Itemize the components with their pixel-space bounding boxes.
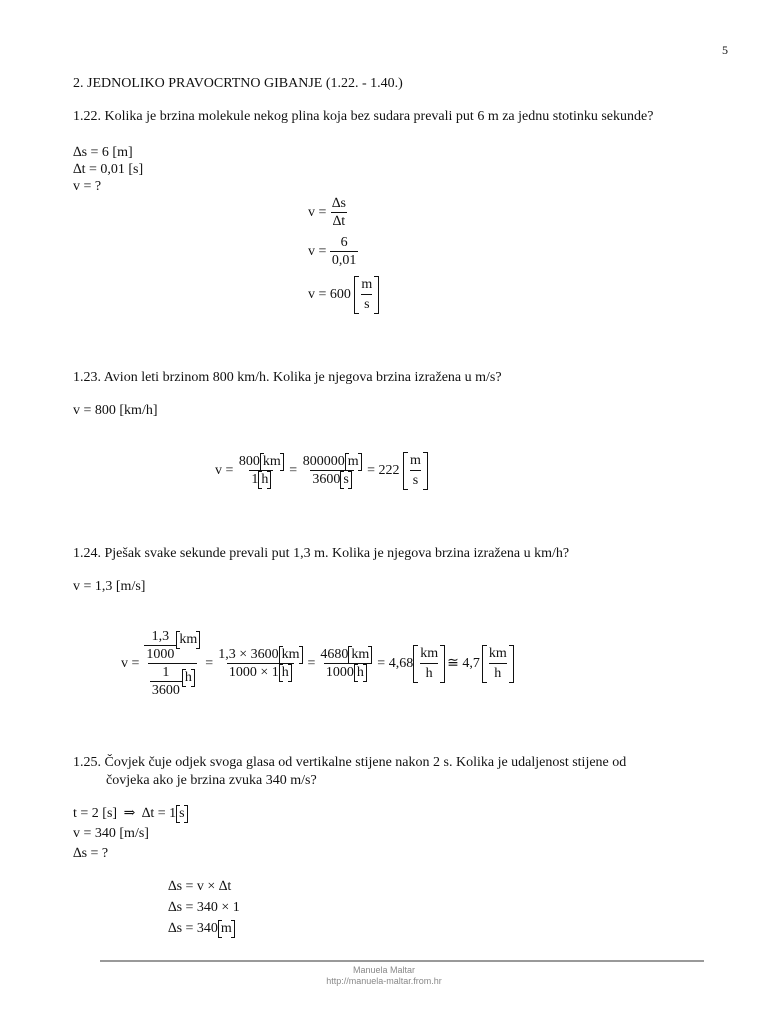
- unit-bracket: h: [182, 671, 195, 685]
- unit-bracket: s: [176, 807, 187, 821]
- problem-1-25-question-line2: čovjeka ako je brzina zvuka 340 m/s?: [106, 773, 317, 788]
- equation-lhs: v =: [308, 244, 327, 260]
- denominator: 0,01: [331, 253, 357, 268]
- unit-bracket: km: [260, 455, 284, 469]
- fraction: [301, 455, 364, 487]
- fraction: [144, 630, 176, 662]
- unit-denominator: s: [410, 470, 421, 488]
- equation-lhs: v = 600: [308, 287, 351, 303]
- unit-numerator: m: [361, 277, 373, 292]
- solution-line: [168, 922, 235, 936]
- given-line: ∆s = ?: [73, 846, 109, 861]
- unit-bracket: m: [218, 922, 235, 936]
- section-title: 2. JEDNOLIKO PRAVOCRTNO GIBANJE (1.22. - 1.40.): [73, 76, 403, 91]
- equation-lhs: v =: [215, 463, 234, 479]
- denominator: 1000: [146, 647, 175, 662]
- equation-kmh-to-ms: [215, 454, 428, 488]
- unit-bracket: [482, 647, 514, 681]
- denominator: 1000: [325, 665, 354, 680]
- unit-denominator: h: [420, 663, 438, 681]
- unit-bracket: h: [258, 473, 271, 487]
- numerator: ∆s: [331, 196, 346, 211]
- problem-1-24-question: 1.24. Pješak svake sekunde prevali put 1,3 m. Kolika je njegova brzina izražena u km/h?: [73, 546, 570, 561]
- numerator: 1,3: [151, 629, 170, 644]
- problem-1-22-question: 1.22. Kolika je brzina molekule nekog plina koja bez sudara prevali put 6 m za jednu stotinku sekunde?: [73, 109, 654, 124]
- unit-bracket: h: [354, 666, 367, 680]
- equation-ms-to-kmh: [121, 630, 514, 698]
- given-time: t = 2 [s]: [73, 806, 118, 821]
- given-line: v = 1,3 [m/s]: [73, 579, 146, 594]
- fraction: [330, 236, 359, 268]
- given-line: [73, 807, 188, 821]
- unit-numerator: km: [488, 646, 507, 661]
- equals: =: [289, 463, 298, 479]
- given-line: v = ?: [73, 179, 102, 194]
- solution-value: ∆s = 340: [168, 921, 218, 936]
- unit-numerator: m: [410, 453, 421, 468]
- compound-fraction: [142, 630, 202, 698]
- unit-bracket: [403, 454, 428, 488]
- footer-author: Manuela Maltar: [352, 965, 416, 975]
- given-delta-t: ∆t = 1: [141, 806, 177, 821]
- numerator: 800000: [302, 454, 345, 469]
- footer-divider: [100, 960, 704, 962]
- given-line: ∆s = 6 [m]: [73, 145, 133, 160]
- fraction: [318, 648, 374, 680]
- unit-bracket: s: [340, 473, 351, 487]
- unit-bracket: m: [345, 455, 362, 469]
- given-line: v = 340 [m/s]: [73, 826, 149, 841]
- equals: =: [307, 656, 316, 671]
- unit-bracket: [413, 647, 445, 681]
- unit-bracket: km: [176, 633, 200, 647]
- numerator: 4680: [320, 647, 349, 662]
- footer-url: http://manuela-maltar.from.hr: [326, 976, 442, 986]
- equals-result: = 4,68: [377, 656, 414, 671]
- denominator: ∆t: [332, 214, 346, 229]
- denominator: 1000 × 1: [228, 665, 279, 680]
- fraction: [330, 197, 348, 229]
- equals: =: [205, 656, 214, 671]
- numerator: 1,3 × 3600: [218, 647, 279, 662]
- equals-result: = 222: [367, 463, 400, 479]
- equation-v-600: [308, 278, 379, 312]
- equation-v-6-over-001: [308, 236, 358, 268]
- unit-bracket: km: [279, 648, 303, 662]
- page-number: 5: [722, 43, 728, 57]
- unit-bracket: km: [348, 648, 372, 662]
- solution-line: ∆s = 340 × 1: [168, 900, 240, 915]
- unit-bracket: [354, 278, 379, 312]
- denominator: 3600: [312, 472, 341, 487]
- denominator: 1: [251, 472, 259, 487]
- given-line: ∆t = 0,01 [s]: [73, 162, 144, 177]
- implies-arrow: ⇒: [123, 806, 136, 821]
- equation-v-ds-dt: [308, 197, 348, 229]
- equation-lhs: v =: [121, 656, 140, 671]
- denominator: 3600: [151, 683, 180, 698]
- unit-numerator: km: [420, 646, 439, 661]
- solution-line: ∆s = v × ∆t: [168, 879, 232, 894]
- numerator: 1: [162, 665, 170, 680]
- given-line: v = 800 [km/h]: [73, 403, 158, 418]
- approx-result: ≅ 4,7: [447, 656, 480, 671]
- problem-1-23-question: 1.23. Avion leti brzinom 800 km/h. Kolika je njegova brzina izražena u m/s?: [73, 370, 502, 385]
- numerator: 6: [340, 235, 348, 250]
- unit-bracket: h: [279, 666, 292, 680]
- fraction: [237, 455, 286, 487]
- problem-1-25-question-line1: 1.25. Čovjek čuje odjek svoga glasa od vertikalne stijene nakon 2 s. Kolika je udaljenost stijene od: [73, 755, 627, 770]
- fraction: [216, 648, 304, 680]
- fraction: [150, 666, 182, 698]
- unit-denominator: s: [361, 294, 372, 312]
- equation-lhs: v =: [308, 205, 327, 221]
- numerator: 800: [238, 454, 260, 469]
- unit-denominator: h: [489, 663, 507, 681]
